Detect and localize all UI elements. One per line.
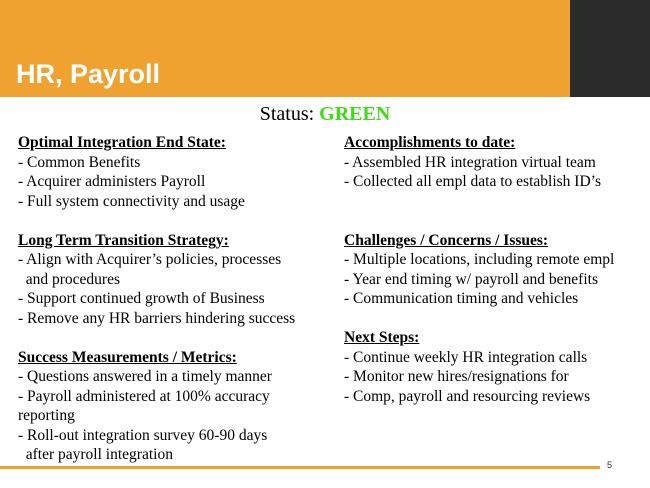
footer-divider	[0, 466, 600, 469]
section-next-steps	[344, 328, 644, 406]
section-heading: Long Term Transition Strategy:	[18, 231, 229, 249]
bullet-item: - Remove any HR barriers hindering success	[18, 309, 296, 327]
section-heading: Success Measurements / Metrics:	[18, 348, 237, 366]
bullet-item: after payroll integration	[18, 446, 173, 463]
page-number: 5	[607, 460, 613, 470]
bullet-item: - Payroll administered at 100% accuracy	[18, 387, 270, 405]
right-column	[344, 133, 644, 426]
left-column	[18, 133, 338, 484]
bullet-item: - Align with Acquirer’s policies, processes	[18, 251, 282, 268]
bullet-item: - Year end timing w/ payroll and benefits	[344, 270, 598, 288]
bullet-item: - Questions answered in a timely manner	[18, 368, 272, 385]
section-heading: Optimal Integration End State:	[18, 134, 226, 151]
section-heading: Next Steps:	[344, 329, 420, 346]
bullet-item: reporting	[18, 407, 75, 424]
bullet-item: - Continue weekly HR integration calls	[344, 348, 588, 366]
bullet-item: - Communication timing and vehicles	[344, 290, 579, 307]
section-heading: Challenges / Concerns / Issues:	[344, 231, 549, 249]
section-accomplishments	[344, 133, 644, 211]
bullet-item: and procedures	[18, 270, 120, 288]
bullet-item: - Support continued growth of Business	[18, 290, 265, 307]
bullet-item: - Comp, payroll and resourcing reviews	[344, 387, 591, 405]
bullet-item: - Multiple locations, including remote empl	[344, 251, 615, 268]
bullet-item: - Full system connectivity and usage	[18, 192, 245, 210]
status-label: Status:	[259, 103, 320, 125]
section-challenges	[344, 231, 644, 309]
section-heading: Accomplishments to date:	[344, 134, 516, 151]
status-value: GREEN	[319, 103, 391, 125]
bullet-item: - Roll-out integration survey 60-90 days	[18, 426, 268, 444]
section-end-state	[18, 133, 338, 211]
section-success-metrics	[18, 348, 338, 465]
bullet-item: - Acquirer administers Payroll	[18, 173, 206, 190]
status-line	[0, 101, 650, 127]
bullet-item	[344, 192, 644, 212]
bullet-item: - Common Benefits	[18, 153, 141, 171]
slide-title: HR, Payroll	[16, 59, 161, 89]
bullet-item: - Collected all empl data to establish ID’s	[344, 173, 601, 190]
section-transition-strategy	[18, 231, 338, 329]
bullet-item: - Assembled HR integration virtual team	[344, 153, 596, 171]
bullet-item: - Monitor new hires/resignations for	[344, 368, 569, 385]
corner-block	[570, 0, 650, 97]
